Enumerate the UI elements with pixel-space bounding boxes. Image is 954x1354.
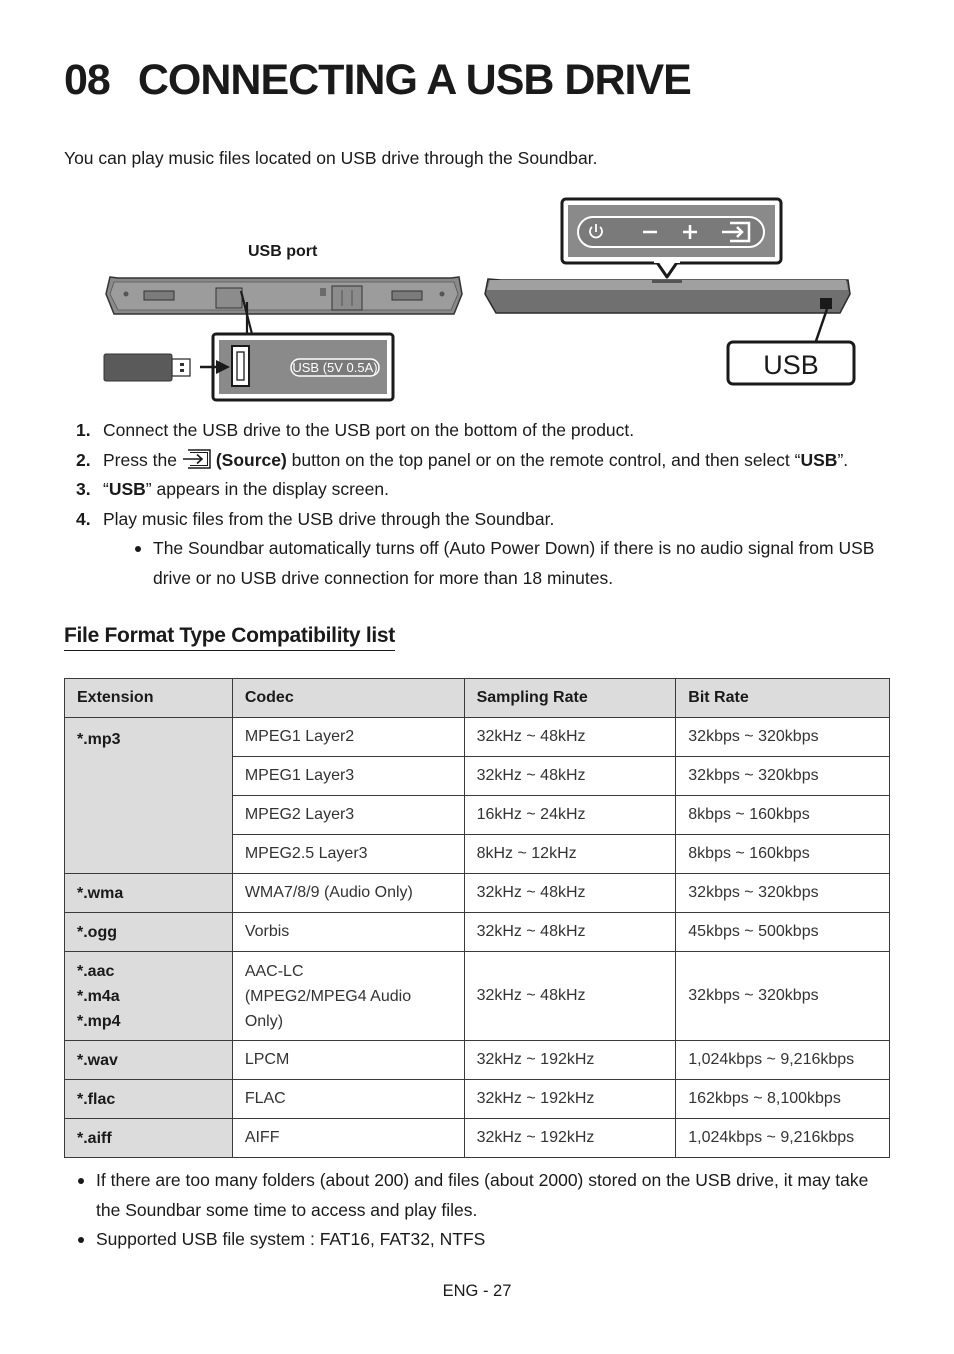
cell-sampling-rate: 16kHz ~ 24kHz: [464, 796, 676, 835]
header-bit-rate: Bit Rate: [676, 679, 890, 718]
usb-display-label: USB: [763, 350, 819, 380]
usb-port-spec-label: USB (5V 0.5A): [292, 360, 378, 375]
cell-extension: *.aiff: [65, 1119, 233, 1158]
cell-bit-rate: 32kbps ~ 320kbps: [676, 874, 890, 913]
cell-bit-rate: 1,024kbps ~ 9,216kbps: [676, 1119, 890, 1158]
usb-port-closeup: [213, 334, 393, 400]
cell-codec: MPEG2.5 Layer3: [232, 835, 464, 874]
cell-bit-rate: 32kbps ~ 320kbps: [676, 718, 890, 757]
step-4: 4. Play music files from the USB drive through the Soundbar. The Soundbar automatically turns off (Auto Power Down) if there is no audio signal from USB drive or no USB drive connection for more than 18 minutes.: [76, 505, 906, 594]
table-row: [65, 913, 890, 952]
cell-codec: MPEG1 Layer3: [232, 757, 464, 796]
header-codec: Codec: [232, 679, 464, 718]
section-title: File Format Type Compatibility list: [64, 624, 395, 651]
cell-extension: *.aac *.m4a *.mp4: [65, 952, 233, 1041]
header-sampling-rate: Sampling Rate: [464, 679, 676, 718]
cell-bit-rate: 162kbps ~ 8,100kbps: [676, 1080, 890, 1119]
usb-drive: [104, 354, 190, 381]
header-extension: Extension: [65, 679, 233, 718]
cell-codec: AIFF: [232, 1119, 464, 1158]
intro-text: You can play music files located on USB drive through the Soundbar.: [64, 148, 598, 168]
cell-bit-rate: 8kbps ~ 160kbps: [676, 796, 890, 835]
file-format-table: [64, 678, 890, 1158]
page-number: ENG - 27: [442, 1282, 512, 1300]
instruction-steps: [76, 416, 906, 593]
cell-codec: LPCM: [232, 1041, 464, 1080]
step-4-notes: [103, 534, 906, 593]
cell-extension: *.wav: [65, 1041, 233, 1080]
usb-connection-diagram: [96, 194, 866, 404]
soundbar-bottom-view: [106, 277, 462, 314]
cell-extension: *.flac: [65, 1080, 233, 1119]
cell-extension: *.ogg: [65, 913, 233, 952]
bullet-icon: [78, 1178, 84, 1184]
table-row: [65, 1119, 890, 1158]
cell-bit-rate: 45kbps ~ 500kbps: [676, 913, 890, 952]
soundbar-front-view: [485, 279, 850, 313]
cell-codec: FLAC: [232, 1080, 464, 1119]
cell-bit-rate: 32kbps ~ 320kbps: [676, 757, 890, 796]
chapter-number: 08: [64, 56, 110, 104]
cell-sampling-rate: 8kHz ~ 12kHz: [464, 835, 676, 874]
cell-codec: Vorbis: [232, 913, 464, 952]
chapter-title: CONNECTING A USB DRIVE: [137, 56, 691, 104]
cell-bit-rate: 1,024kbps ~ 9,216kbps: [676, 1041, 890, 1080]
cell-codec: MPEG2 Layer3: [232, 796, 464, 835]
step-1: 1. Connect the USB drive to the USB port on the bottom of the product.: [76, 420, 635, 440]
notes-list: [76, 1166, 896, 1255]
step-4-note: The Soundbar automatically turns off (Auto Power Down) if there is no audio signal from USB drive or no USB drive connection for more than 18 minutes.: [128, 534, 906, 593]
cell-sampling-rate: 32kHz ~ 192kHz: [464, 1080, 676, 1119]
cell-bit-rate: 8kbps ~ 160kbps: [676, 835, 890, 874]
usb-port-label: USB port: [248, 243, 318, 260]
cell-sampling-rate: 32kHz ~ 48kHz: [464, 913, 676, 952]
table-row: [65, 1041, 890, 1080]
cell-sampling-rate: 32kHz ~ 192kHz: [464, 1041, 676, 1080]
cell-sampling-rate: 32kHz ~ 48kHz: [464, 952, 676, 1041]
cell-codec: MPEG1 Layer2: [232, 718, 464, 757]
cell-sampling-rate: 32kHz ~ 48kHz: [464, 757, 676, 796]
bullet-icon: [78, 1237, 84, 1243]
page-title: [64, 56, 691, 105]
cell-sampling-rate: 32kHz ~ 48kHz: [464, 874, 676, 913]
table-row: [65, 952, 890, 1041]
top-panel-closeup: [562, 199, 781, 277]
bullet-icon: [135, 546, 141, 552]
cell-codec: WMA7/8/9 (Audio Only): [232, 874, 464, 913]
cell-bit-rate: 32kbps ~ 320kbps: [676, 952, 890, 1041]
table-header-row: [65, 679, 890, 718]
source-icon: [182, 448, 212, 470]
note-item: If there are too many folders (about 200) and files (about 2000) stored on the USB drive, it may take the Soundbar some time to access and play files.: [76, 1166, 896, 1225]
cell-sampling-rate: 32kHz ~ 48kHz: [464, 718, 676, 757]
table-row: [65, 1080, 890, 1119]
cell-extension: *.mp3: [65, 718, 233, 874]
step-2: 2. Press the (Source) button on the top panel or on the remote control, and then select “USB”.: [76, 449, 849, 470]
table-row: [65, 874, 890, 913]
cell-sampling-rate: 32kHz ~ 192kHz: [464, 1119, 676, 1158]
cell-extension: *.wma: [65, 874, 233, 913]
step-3: 3. “USB” appears in the display screen.: [76, 479, 389, 499]
cell-codec: AAC-LC (MPEG2/MPEG4 Audio Only): [232, 952, 464, 1041]
note-item: Supported USB file system : FAT16, FAT32, NTFS: [76, 1225, 896, 1255]
table-row: [65, 718, 890, 757]
